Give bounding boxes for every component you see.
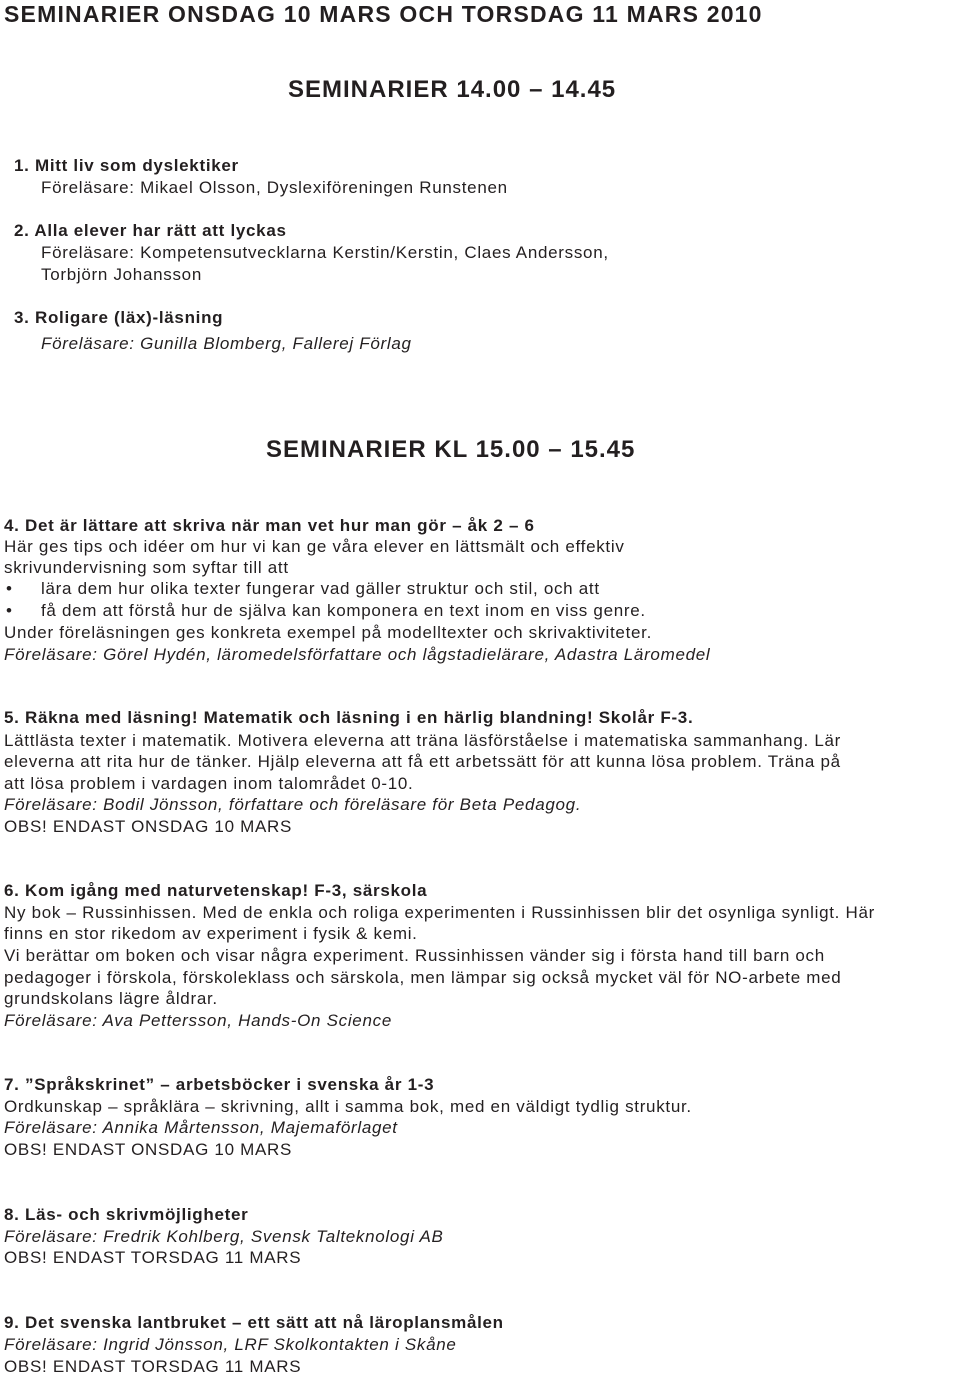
seminar-2-title: 2. Alla elever har rätt att lyckas [14, 221, 287, 240]
seminar-6-text: Vi berättar om boken och visar några experiment. Russinhissen vänder sig i första hand till barn och [4, 946, 825, 965]
seminar-1-speaker: Föreläsare: Mikael Olsson, Dyslexiföreningen Runstenen [41, 178, 508, 197]
seminar-3-speaker: Föreläsare: Gunilla Blomberg, Fallerej Förlag [41, 334, 412, 353]
seminar-8-title: 8. Läs- och skrivmöjligheter [4, 1205, 249, 1224]
bullet-icon: • [6, 601, 12, 620]
seminar-9-obs: OBS! ENDAST TORSDAG 11 MARS [4, 1357, 302, 1376]
seminar-4-title: 4. Det är lättare att skriva när man vet hur man gör – åk 2 – 6 [4, 516, 535, 535]
seminar-5-speaker: Föreläsare: Bodil Jönsson, författare och föreläsare för Beta Pedagog. [4, 795, 582, 814]
seminar-4-text: Här ges tips och idéer om hur vi kan ge våra elever en lättsmält och effektiv [4, 537, 625, 556]
seminar-7-text: Ordkunskap – språklära – skrivning, allt i samma bok, med en väldigt tydlig struktur. [4, 1097, 692, 1116]
seminar-4-bullet: få dem att förstå hur de själva kan komponera en text inom en viss genre. [41, 601, 646, 620]
seminar-3-title: 3. Roligare (läx)-läsning [14, 308, 224, 327]
seminar-5-text: att lösa problem i vardagen inom talområdet 0-10. [4, 774, 414, 793]
section-heading-1500: SEMINARIER KL 15.00 – 15.45 [266, 436, 636, 463]
seminar-8-speaker: Föreläsare: Fredrik Kohlberg, Svensk Talteknologi AB [4, 1227, 444, 1246]
seminar-2-speaker: Föreläsare: Kompetensutvecklarna Kerstin/Kerstin, Claes Andersson, [41, 243, 609, 262]
seminar-9-title: 9. Det svenska lantbruket – ett sätt att nå läroplansmålen [4, 1313, 504, 1332]
seminar-4-speaker: Föreläsare: Görel Hydén, läromedelsförfattare och lågstadielärare, Adastra Läromedel [4, 645, 711, 664]
seminar-6-text: grundskolans lägre åldrar. [4, 989, 218, 1008]
seminar-1-title: 1. Mitt liv som dyslektiker [14, 156, 239, 175]
seminar-4-bullet: lära dem hur olika texter fungerar vad gäller struktur och stil, och att [41, 579, 600, 598]
seminar-5-text: eleverna att rita hur de tänker. Hjälp eleverna att få ett arbetssätt för att kunna lösa problem. Träna på [4, 752, 841, 771]
seminar-4-text: skrivundervisning som syftar till att [4, 558, 289, 577]
seminar-5-obs: OBS! ENDAST ONSDAG 10 MARS [4, 817, 293, 836]
seminar-4-text: Under föreläsningen ges konkreta exempel på modelltexter och skrivaktiviteter. [4, 623, 653, 642]
section-heading-1400: SEMINARIER 14.00 – 14.45 [288, 76, 617, 103]
seminar-6-title: 6. Kom igång med naturvetenskap! F-3, särskola [4, 881, 428, 900]
seminar-7-obs: OBS! ENDAST ONSDAG 10 MARS [4, 1140, 293, 1159]
seminar-6-speaker: Föreläsare: Ava Pettersson, Hands-On Science [4, 1011, 392, 1030]
seminar-7-title: 7. ”Språkskrinet” – arbetsböcker i svenska år 1-3 [4, 1075, 435, 1094]
seminar-6-text: pedagoger i förskola, förskoleklass och särskola, men lämpar sig också mycket väl för NO-arbete med [4, 968, 842, 987]
seminar-7-speaker: Föreläsare: Annika Mårtensson, Majemaförlaget [4, 1118, 398, 1137]
seminar-6-text: finns en stor rikedom av experiment i fysik & kemi. [4, 924, 418, 943]
seminar-6-text: Ny bok – Russinhissen. Med de enkla och roliga experimenten i Russinhissen blir det osynliga synligt. Här [4, 903, 876, 922]
seminar-9-speaker: Föreläsare: Ingrid Jönsson, LRF Skolkontakten i Skåne [4, 1335, 457, 1354]
seminar-8-obs: OBS! ENDAST TORSDAG 11 MARS [4, 1248, 302, 1267]
page-title: SEMINARIER ONSDAG 10 MARS OCH TORSDAG 11 MARS 2010 [4, 1, 763, 27]
bullet-icon: • [6, 579, 12, 598]
seminar-5-title: 5. Räkna med läsning! Matematik och läsning i en härlig blandning! Skolår F-3. [4, 708, 694, 727]
seminar-5-text: Lättlästa texter i matematik. Motivera eleverna att träna läsförståelse i matematiska sammanhang. Lär [4, 731, 841, 750]
seminar-2-speaker-cont: Torbjörn Johansson [41, 265, 202, 284]
